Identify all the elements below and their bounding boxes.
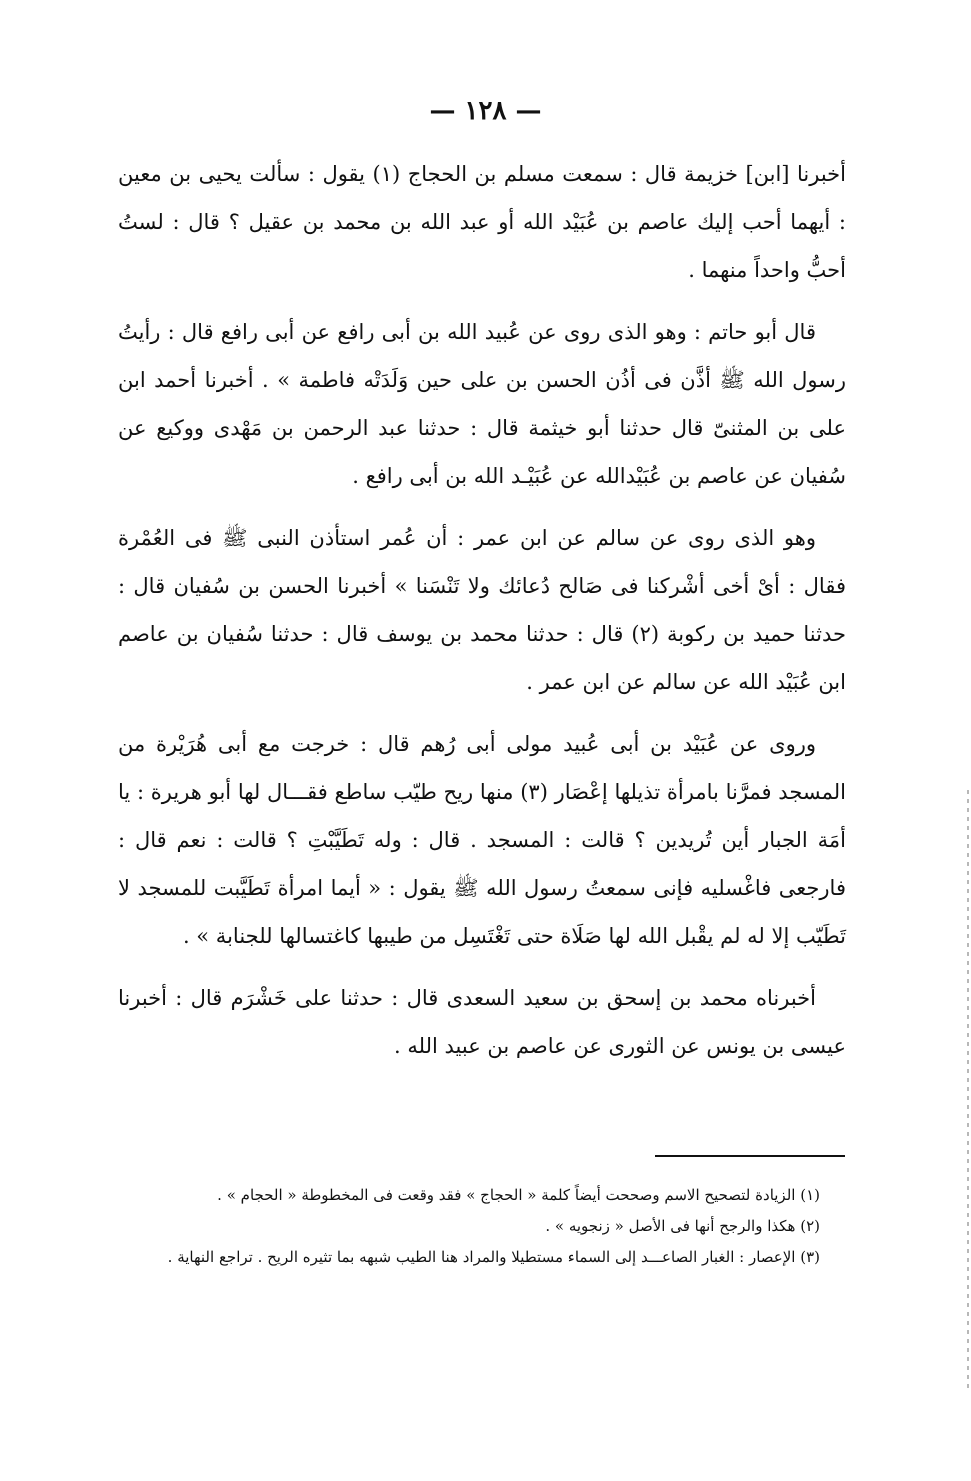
page-number: — ١٢٨ — [429, 96, 542, 126]
paragraph-5: أخبرناه محمد بن إسحق بن سعيد السعدى قال : حدثنا على خَشْرَم قال : أخبرنا عيسى بن يونس عن الثورى عن عاصم بن عبيد الله . [118, 986, 846, 1058]
footnote-1: (١) الزيادة لتصحيح الاسم وصححت أيضاً كلمة « الحجاج » فقد وقعت فى المخطوطة « الحجام » . [217, 1186, 820, 1204]
paragraph-3: وهو الذى روى عن سالم عن ابن عمر : أن عُمر استأذن النبى ﷺ فى العُمْرة فقال : أىْ أخى أشْركنا فى صَالح دُعائك ولا تَنْسَنا » أخبرنا الحسن بن سُفيان قال : حدثنا حميد بن ركوبة (٢) قال : حدثنا محمد بن يوسف قال : حدثنا سُفيان بن عاصم ابن عُبَيْد الله عن سالم عن ابن عمر . [118, 526, 846, 694]
paragraph-2: قال أبو حاتم : وهو الذى روى عن عُبيد الله بن أبى رافع عن أبى رافع قال : رأيتُ رسول الله ﷺ أذَّن فى أذُن الحسن بن على حين وَلَدَتْه فاطمة » . أخبرنا أحمد ابن على بن المثنىّ قال حدثنا أبو خيثمة قال : حدثنا عبد الرحمن بن مَهْدى ووكيع عن سُفيان عن عاصم بن عُبَيْدالله عن عُبَيْـد الله بن أبى رافع . [118, 320, 846, 488]
paragraph-1: أخبرنا [ابن] خزيمة قال : سمعت مسلم بن الحجاج (١) يقول : سألت يحيى بن معين : أيهما أحب إليك عاصم بن عُبَيْد الله أو عبد الله بن محمد بن عقيل ؟ قال : لستُ أحبُّ واحداً منهما . [118, 162, 846, 282]
scan-edge-mark [967, 790, 969, 1390]
footnotes [120, 1180, 820, 1273]
paragraph-4: وروى عن عُبَيْد بن أبى عُبيد مولى أبى رُهم قال : خرجت مع أبى هُرَيْرة من المسجد فمرَّنا بامرأة تذيلها إعْصَار (٣) منها ريح طيّب ساطع فقـــال لها أبو هريرة : يا أمَة الجبار أين تُريدين ؟ قالت : المسجد . قال : وله تَطَيَّبْتِ ؟ قالت : نعم قال : فارجعى فاغْسليه فإنى سمعتُ رسول الله ﷺ يقول : « أيما امرأة تَطَيَّبت للمسجد لا تَطَيّب إلا له لم يقْبل الله لها صَلَاة حتى تَغْتَسِل من طيبها كاغتسالها للجنابة » . [118, 732, 846, 948]
footnote-2: (٢) هكذا والرجح أنها فى الأصل « زنجويه » . [545, 1217, 820, 1235]
footnote-3: (٣) الإعصار : الغبار الصاعـــد إلى السماء مستطيلا والمراد هنا الطيب شبهه بما تثيره الريح . تراجع النهاية . [167, 1248, 820, 1266]
main-text [118, 150, 846, 1084]
footnote-separator [655, 1155, 845, 1157]
